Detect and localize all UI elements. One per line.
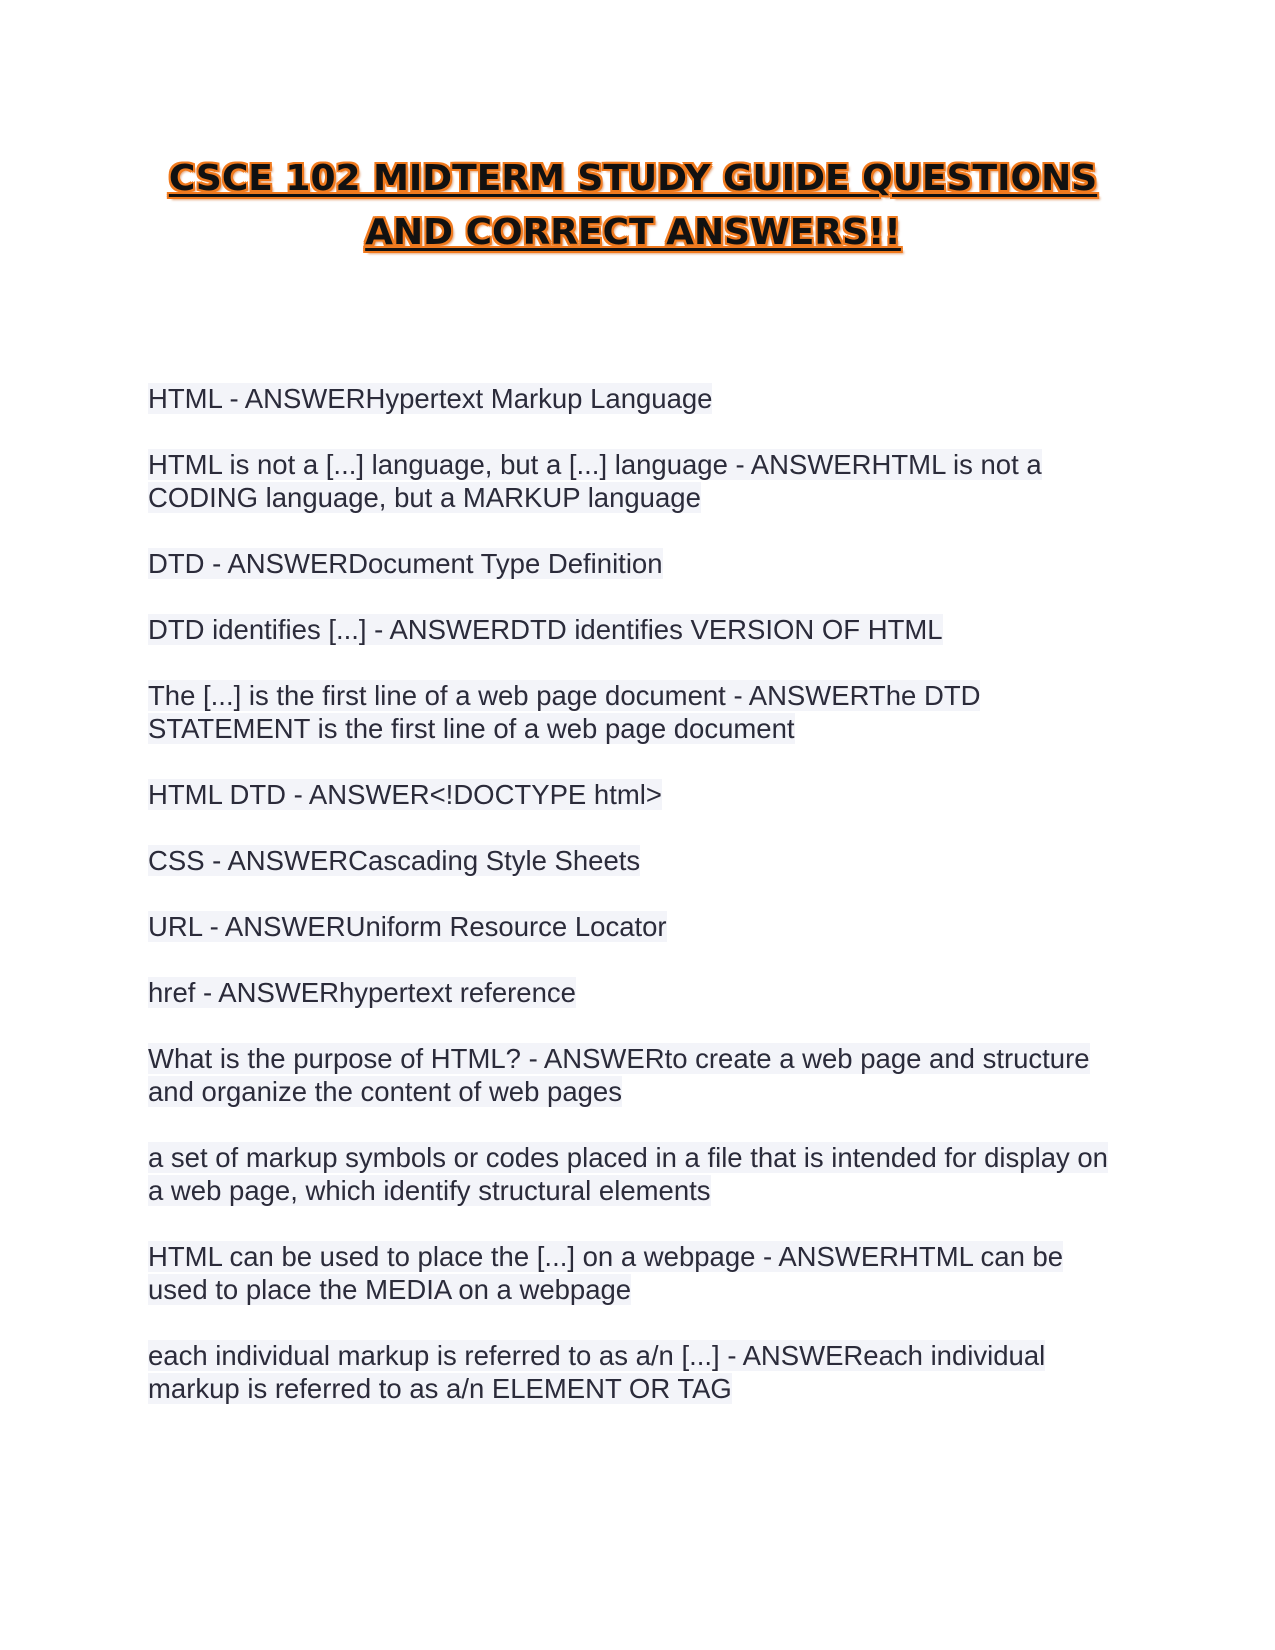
qa-item xyxy=(148,910,1128,943)
qa-text: HTML can be used to place the [...] on a webpage - ANSWERHTML can be used to place the MEDIA on a webpage xyxy=(148,1241,1064,1305)
qa-list xyxy=(148,382,1128,1438)
title-text-1: CSCE 102 MIDTERM STUDY GUIDE QUESTIONS xyxy=(168,158,1098,199)
qa-text: CSS - ANSWERCascading Style Sheets xyxy=(148,845,641,876)
qa-item xyxy=(148,1042,1128,1108)
qa-item xyxy=(148,1240,1128,1306)
qa-item xyxy=(148,547,1128,580)
qa-text: DTD identifies [...] - ANSWERDTD identifies VERSION OF HTML xyxy=(148,614,943,645)
qa-text: href - ANSWERhypertext reference xyxy=(148,977,576,1008)
qa-text: URL - ANSWERUniform Resource Locator xyxy=(148,911,667,942)
qa-text: What is the purpose of HTML? - ANSWERto create a web page and structure and organize the content of web pages xyxy=(148,1043,1090,1107)
qa-text: HTML - ANSWERHypertext Markup Language xyxy=(148,383,713,414)
qa-item xyxy=(148,976,1128,1009)
title-line-1 xyxy=(148,152,1118,206)
qa-text: a set of markup symbols or codes placed in a file that is intended for display on a web page, which identify structural elements xyxy=(148,1142,1108,1206)
qa-text: HTML DTD - ANSWER<!DOCTYPE html> xyxy=(148,779,662,810)
qa-text: The [...] is the first line of a web page document - ANSWERThe DTD STATEMENT is the first line of a web page document xyxy=(148,680,981,744)
qa-item xyxy=(148,613,1128,646)
qa-item xyxy=(148,778,1128,811)
qa-item xyxy=(148,448,1128,514)
title-line-2 xyxy=(148,206,1118,260)
qa-item xyxy=(148,679,1128,745)
qa-item xyxy=(148,844,1128,877)
qa-text: HTML is not a [...] language, but a [...] language - ANSWERHTML is not a CODING language, but a MARKUP language xyxy=(148,449,1042,513)
qa-item xyxy=(148,1339,1128,1405)
qa-item xyxy=(148,1141,1128,1207)
qa-text: each individual markup is referred to as a/n [...] - ANSWEReach individual markup is referred to as a/n ELEMENT OR TAG xyxy=(148,1340,1046,1404)
title-text-2: AND CORRECT ANSWERS!! xyxy=(365,212,901,253)
document-title xyxy=(148,152,1118,260)
qa-item xyxy=(148,382,1128,415)
qa-text: DTD - ANSWERDocument Type Definition xyxy=(148,548,663,579)
